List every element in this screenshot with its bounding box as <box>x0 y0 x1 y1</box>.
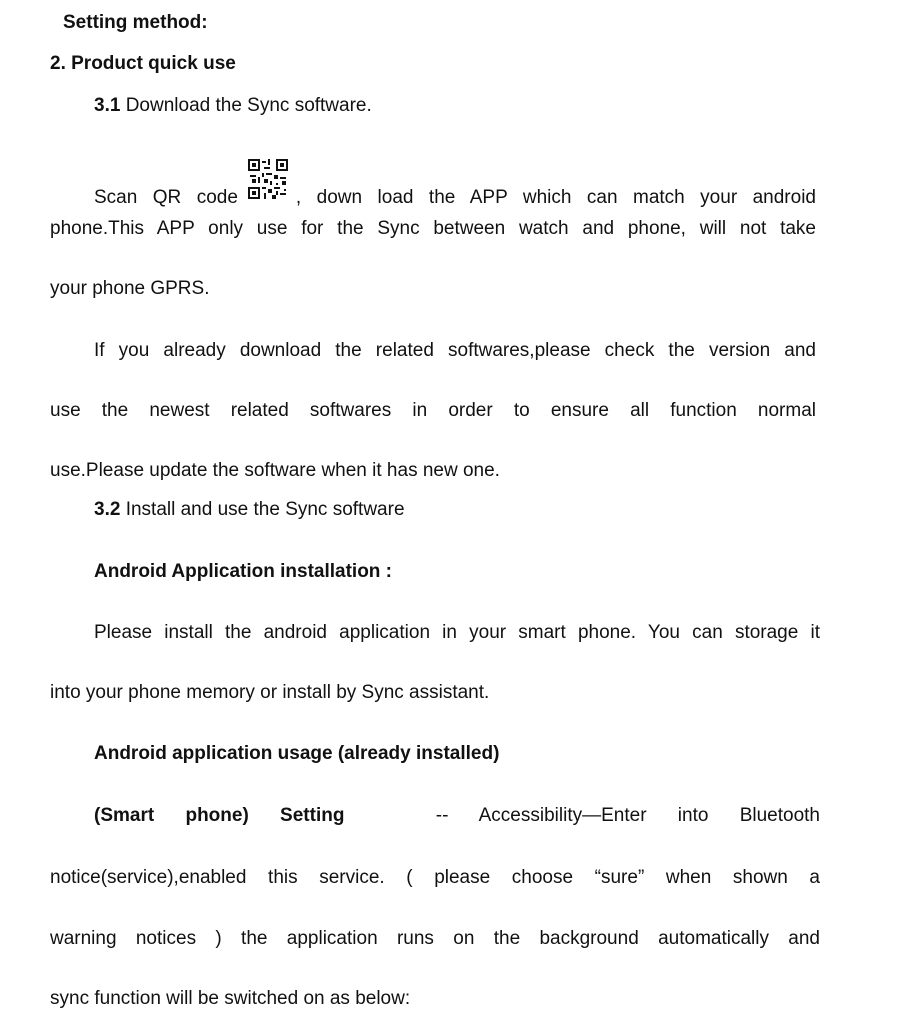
scan-qr-text: Scan QR code <box>94 187 238 208</box>
android-install-heading: Android Application installation : <box>94 561 393 582</box>
subsection-3-2-text: Install and use the Sync software <box>120 499 405 520</box>
download-app-text: , down load the APP which can match your android <box>295 187 816 208</box>
paragraph-2-line-1: If you already download the related softwares,please check the version and <box>94 340 816 361</box>
subsection-3-1-number: 3.1 <box>94 95 121 116</box>
paragraph-4-line-4: sync function will be switched on as below: <box>50 988 411 1009</box>
paragraph-1-line-3: your phone GPRS. <box>50 278 210 299</box>
qr-code-icon <box>248 159 288 199</box>
paragraph-4-line-2: notice(service),enabled this service. ( please choose “sure” when shown a <box>50 867 820 888</box>
smart-phone-setting-label: (Smart phone) Setting <box>94 805 345 826</box>
subsection-3-2-number: 3.2 <box>94 499 121 520</box>
paragraph-2-line-3: use.Please update the software when it has new one. <box>50 460 500 481</box>
page-heading: Setting method: <box>63 12 208 33</box>
accessibility-path-text: -- Accessibility—Enter into Bluetooth <box>435 805 820 826</box>
paragraph-4-line-3: warning notices ) the application runs on the background automatically and <box>50 928 820 949</box>
paragraph-2-line-2: use the newest related softwares in order to ensure all function normal <box>50 400 816 421</box>
paragraph-1-line-1 <box>94 165 816 209</box>
paragraph-4-line-1 <box>94 805 820 827</box>
subsection-3-1-text: Download the Sync software. <box>120 95 372 116</box>
paragraph-3-line-1: Please install the android application in your smart phone. You can storage it <box>94 622 820 643</box>
paragraph-3-line-2: into your phone memory or install by Sync assistant. <box>50 682 490 703</box>
paragraph-1-line-2: phone.This APP only use for the Sync between watch and phone, will not take <box>50 218 816 239</box>
section-2-title: 2. Product quick use <box>50 53 236 74</box>
subsection-3-2 <box>94 499 405 521</box>
android-usage-heading: Android application usage (already installed) <box>94 743 500 764</box>
subsection-3-1 <box>94 95 372 117</box>
